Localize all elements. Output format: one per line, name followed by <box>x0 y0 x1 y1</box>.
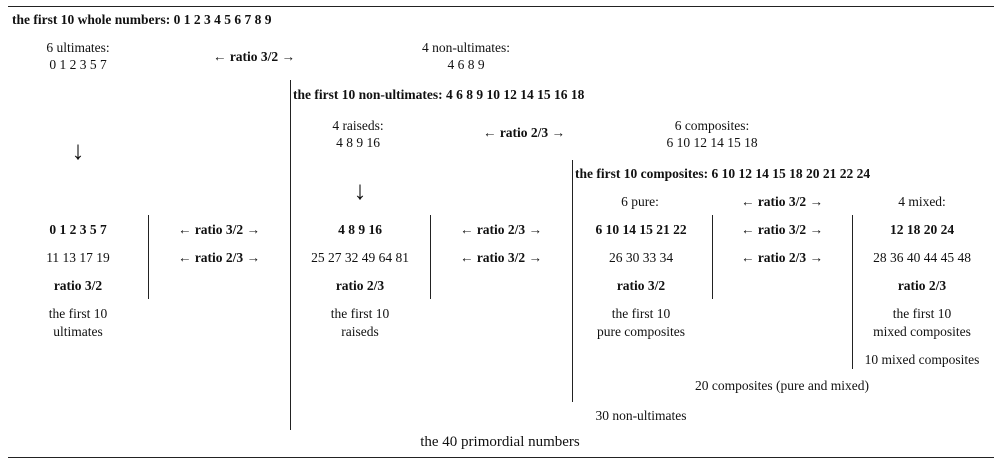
ratio-composites-header: ← ratio 3/2 → <box>740 194 824 209</box>
nonultimates-label: 4 non-ultimates: <box>421 40 511 55</box>
pure-label: 6 pure: <box>621 194 659 209</box>
nonultimates-title: the first 10 non-ultimates: 4 6 8 9 10 12 14 15 16 18 <box>293 87 585 102</box>
pure-second: 26 30 33 34 <box>608 250 674 265</box>
mixed-ratio: ratio 2/3 <box>897 278 947 293</box>
ultimates-list: 0 1 2 3 5 7 <box>49 57 107 72</box>
ultimates-caption-1: the first 10 <box>48 306 108 321</box>
composites-title: the first 10 composites: 6 10 12 14 15 18 20 21 22 24 <box>575 166 871 181</box>
mixed-first: 12 18 20 24 <box>889 222 955 237</box>
arrows-1-row2: ← ratio 2/3 → <box>177 250 261 265</box>
ultimates-ratio: ratio 3/2 <box>53 278 103 293</box>
nonultimates-list: 4 6 8 9 <box>447 57 485 72</box>
primordial-caption: the 40 primordial numbers <box>420 434 580 450</box>
composites-label: 6 composites: <box>674 118 750 133</box>
raiseds-first: 4 8 9 16 <box>338 222 382 237</box>
pure-first: 6 10 14 15 21 22 <box>595 222 687 237</box>
arrows-3-row2: ← ratio 2/3 → <box>740 250 824 265</box>
mixed-extra: 10 mixed composites <box>864 352 980 367</box>
raiseds-caption-1: the first 10 <box>330 306 390 321</box>
ultimates-label: 6 ultimates: <box>46 40 110 55</box>
raiseds-list: 4 8 9 16 <box>336 135 380 150</box>
composites-total: 20 composites (pure and mixed) <box>695 378 869 393</box>
down-arrow-icon: ↓ <box>353 176 367 205</box>
divider-raiseds-arrows <box>430 215 431 299</box>
top-rule <box>8 6 994 7</box>
divider-mixed <box>852 215 853 369</box>
mixed-label: 4 mixed: <box>898 194 946 209</box>
mixed-caption-2: mixed composites <box>873 324 971 339</box>
whole-numbers-title: the first 10 whole numbers: 0 1 2 3 4 5 6 7 8 9 <box>12 12 272 27</box>
pure-caption-2: pure composites <box>596 324 686 339</box>
raiseds-label: 4 raiseds: <box>332 118 384 133</box>
pure-caption-1: the first 10 <box>611 306 671 321</box>
mixed-caption-1: the first 10 <box>892 306 952 321</box>
arrows-2-row1: ← ratio 2/3 → <box>459 222 543 237</box>
pure-ratio: ratio 3/2 <box>616 278 666 293</box>
ultimates-second: 11 13 17 19 <box>46 250 110 265</box>
ratio-nonultimates: ← ratio 2/3 → <box>482 125 566 140</box>
bottom-rule <box>8 457 994 458</box>
mixed-second: 28 36 40 44 45 48 <box>873 250 971 265</box>
ratio-top: ← ratio 3/2 → <box>212 49 296 64</box>
ultimates-first: 0 1 2 3 5 7 <box>49 222 107 237</box>
divider-pure-arrows <box>712 215 713 299</box>
raiseds-ratio: ratio 2/3 <box>335 278 385 293</box>
down-arrow-icon: ↓ <box>71 136 85 165</box>
divider-nonultimates <box>290 80 291 430</box>
divider-composites <box>572 160 573 402</box>
arrows-3-row1: ← ratio 3/2 → <box>740 222 824 237</box>
raiseds-caption-2: raiseds <box>341 324 379 339</box>
raiseds-second: 25 27 32 49 64 81 <box>311 250 409 265</box>
composites-list: 6 10 12 14 15 18 <box>666 135 758 150</box>
arrows-1-row1: ← ratio 3/2 → <box>177 222 261 237</box>
arrows-2-row2: ← ratio 3/2 → <box>459 250 543 265</box>
divider-ultimates-arrows <box>148 215 149 299</box>
nonultimates-total: 30 non-ultimates <box>595 408 687 423</box>
ultimates-caption-2: ultimates <box>53 324 103 339</box>
